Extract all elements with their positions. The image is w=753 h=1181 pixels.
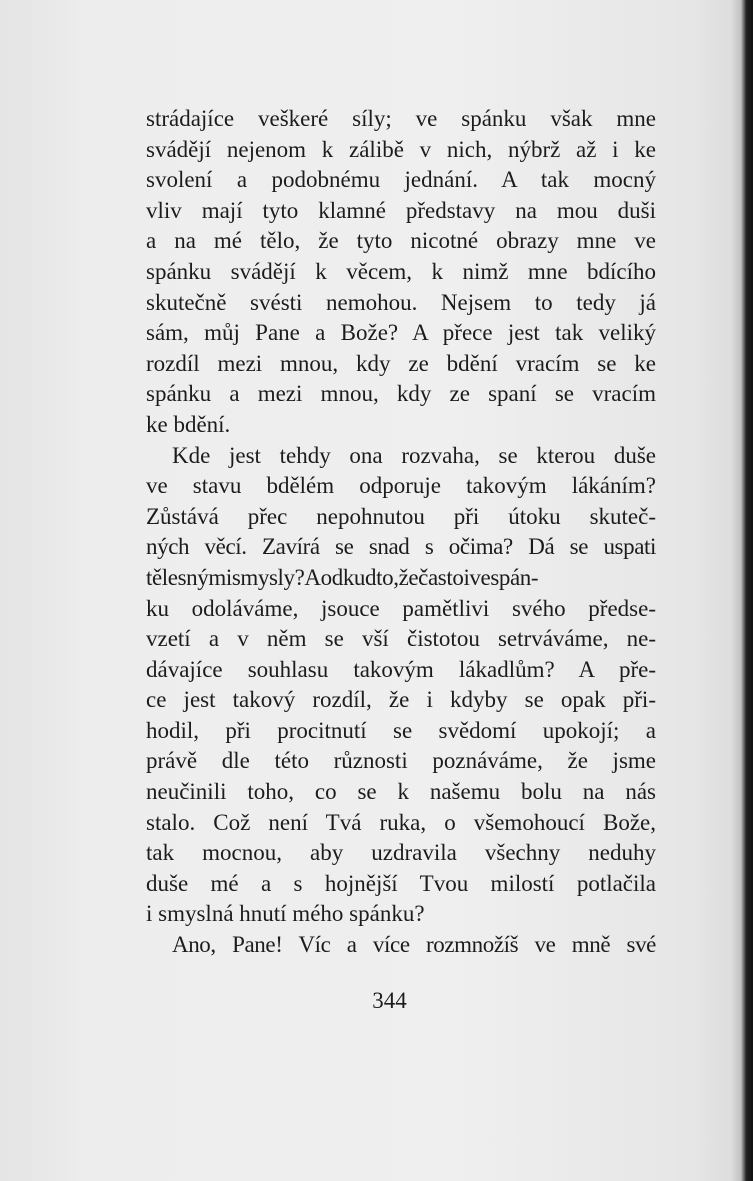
text-line: stalo. Což není Tvá ruka, o všemohoucí Bože, — [146, 809, 656, 835]
text-line: ku odoláváme, jsouce pamětlivi svého předse- — [146, 595, 656, 621]
text-line: neučinili toho, co se k našemu bolu na nás — [146, 779, 656, 805]
text-line: strádajíce veškeré síly; ve spánku však mne — [146, 106, 656, 131]
text-line: dávajíce souhlasu takovým lákadlům? A pře- — [146, 656, 656, 682]
text-line: vliv mají tyto klamné představy na mou duši — [146, 197, 656, 223]
text-line: ke bdění. — [146, 411, 231, 437]
text-line: svolení a podobnému jednání. A tak mocný — [146, 167, 656, 193]
text-line: právě dle této různosti poznáváme, že jsme — [146, 748, 656, 774]
text-line: hodil, při procitnutí se svědomí upokojí; a — [146, 717, 656, 743]
page-number: 344 — [372, 988, 407, 1013]
text-line: Ano, Pane! Víc a více rozmnožíš ve mně své — [172, 932, 656, 958]
text-line: ce jest takový rozdíl, že i kdyby se opak při- — [146, 687, 656, 713]
text-line: tělesnýmismysly?Aodkudto,žečastoivespán- — [146, 564, 539, 590]
text-line: tak mocnou, aby uzdravila všechny neduhy — [146, 840, 656, 866]
text-line: spánku svádějí k věcem, k nimž mne bdícího — [146, 258, 656, 284]
text-line: duše mé a s hojnější Tvou milostí potlačila — [146, 870, 656, 896]
text-line: sám, můj Pane a Bože? A přece jest tak veliký — [146, 320, 656, 346]
text-line: i smyslná hnutí mého spánku? — [146, 901, 425, 927]
text-line: vzetí a v něm se vší čistotou setrváváme, ne- — [146, 626, 656, 652]
text-line: spánku a mezi mnou, kdy ze spaní se vracím — [146, 381, 656, 407]
text-line: Zůstává přec nepohnutou při útoku skuteč- — [146, 503, 656, 529]
text-line: Kde jest tehdy ona rozvaha, se kterou duše — [172, 442, 656, 468]
text-line: ve stavu bdělém odporuje takovým lákáním? — [146, 473, 656, 499]
text-line: skutečně svésti nemohou. Nejsem to tedy já — [146, 289, 656, 315]
text-line: a na mé tělo, že tyto nicotné obrazy mne ve — [146, 228, 656, 254]
text-line: rozdíl mezi mnou, kdy ze bdění vracím se ke — [146, 350, 656, 376]
text-line: svádějí nejenom k zálibě v nich, nýbrž až i ke — [146, 136, 656, 162]
page-text — [146, 104, 656, 961]
text-line: ných věcí. Zavírá se snad s očima? Dá se uspati — [146, 534, 656, 560]
